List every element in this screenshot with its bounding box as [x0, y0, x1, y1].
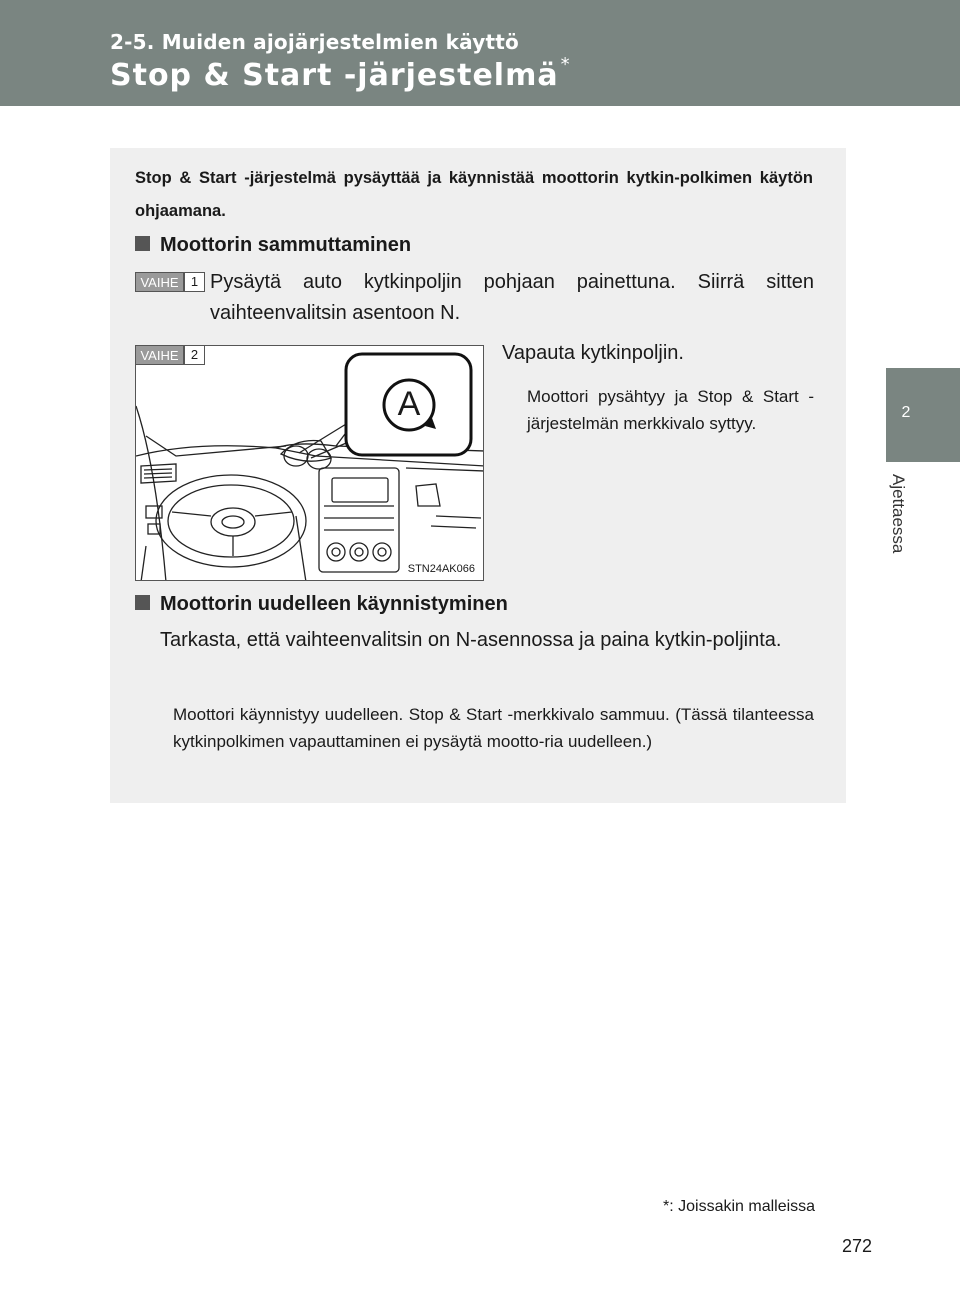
step2-text: Vapauta kytkinpoljin. — [502, 342, 684, 364]
section-heading-stop-text: Moottorin sammuttaminen — [160, 234, 412, 256]
page-header — [0, 0, 960, 106]
step-badge-2 — [135, 345, 205, 367]
chapter-label-text: Ajettaessa — [889, 474, 908, 554]
section-heading-restart-text: Moottorin uudelleen käynnistyminen — [160, 593, 508, 615]
step-badge-1 — [135, 272, 205, 294]
chapter-tab[interactable] — [886, 368, 960, 462]
page-title-text: Stop & Start -järjestelmä — [110, 58, 559, 93]
page-number: 272 — [842, 1236, 873, 1256]
content-box — [110, 148, 846, 803]
indicator-letter: A — [397, 385, 421, 423]
asterisk-mark: * — [560, 54, 571, 75]
restart-text: Tarkasta, että vaihteenvalitsin on N-asennossa ja paina kytkin-poljinta. — [160, 629, 782, 651]
section-heading-stop — [135, 234, 411, 257]
step2-note: Moottori pysähtyy ja Stop & Start -järjestelmän merkkivalo syttyy. — [527, 387, 814, 433]
step-number: 1 — [184, 272, 205, 292]
figure-code: STN24AK066 — [407, 563, 475, 575]
footnote-text: : Joissakin malleissa — [669, 1198, 816, 1215]
asterisk-mark: * — [663, 1198, 670, 1215]
chapter-label — [888, 474, 928, 584]
chapter-number: 2 — [901, 404, 911, 421]
section-heading-restart — [135, 593, 508, 616]
step-label: VAIHE — [135, 345, 184, 365]
section-heading: 2-5. Muiden ajojärjestelmien käyttö — [110, 30, 519, 54]
step1-text: Pysäytä auto kytkinpoljin pohjaan painettuna. Siirrä sitten vaihteenvalitsin asentoon N. — [210, 271, 814, 324]
dashboard-illustration — [135, 345, 484, 581]
intro-text: Stop & Start -järjestelmä pysäyttää ja käynnistää moottorin kytkin-polkimen käytön ohjaamana. — [135, 169, 813, 220]
dashboard-drawing — [136, 346, 484, 581]
square-bullet-icon — [135, 595, 150, 610]
step-label: VAIHE — [135, 272, 184, 292]
footnote — [663, 1198, 815, 1216]
square-bullet-icon — [135, 236, 150, 251]
step-number: 2 — [184, 345, 205, 365]
page-title — [110, 54, 571, 93]
restart-note: Moottori käynnistyy uudelleen. Stop & Start -merkkivalo sammuu. (Tässä tilanteessa kytkinpolkimen vapauttaminen ei pysäytä mootto-ria uudelleen.) — [173, 705, 814, 751]
